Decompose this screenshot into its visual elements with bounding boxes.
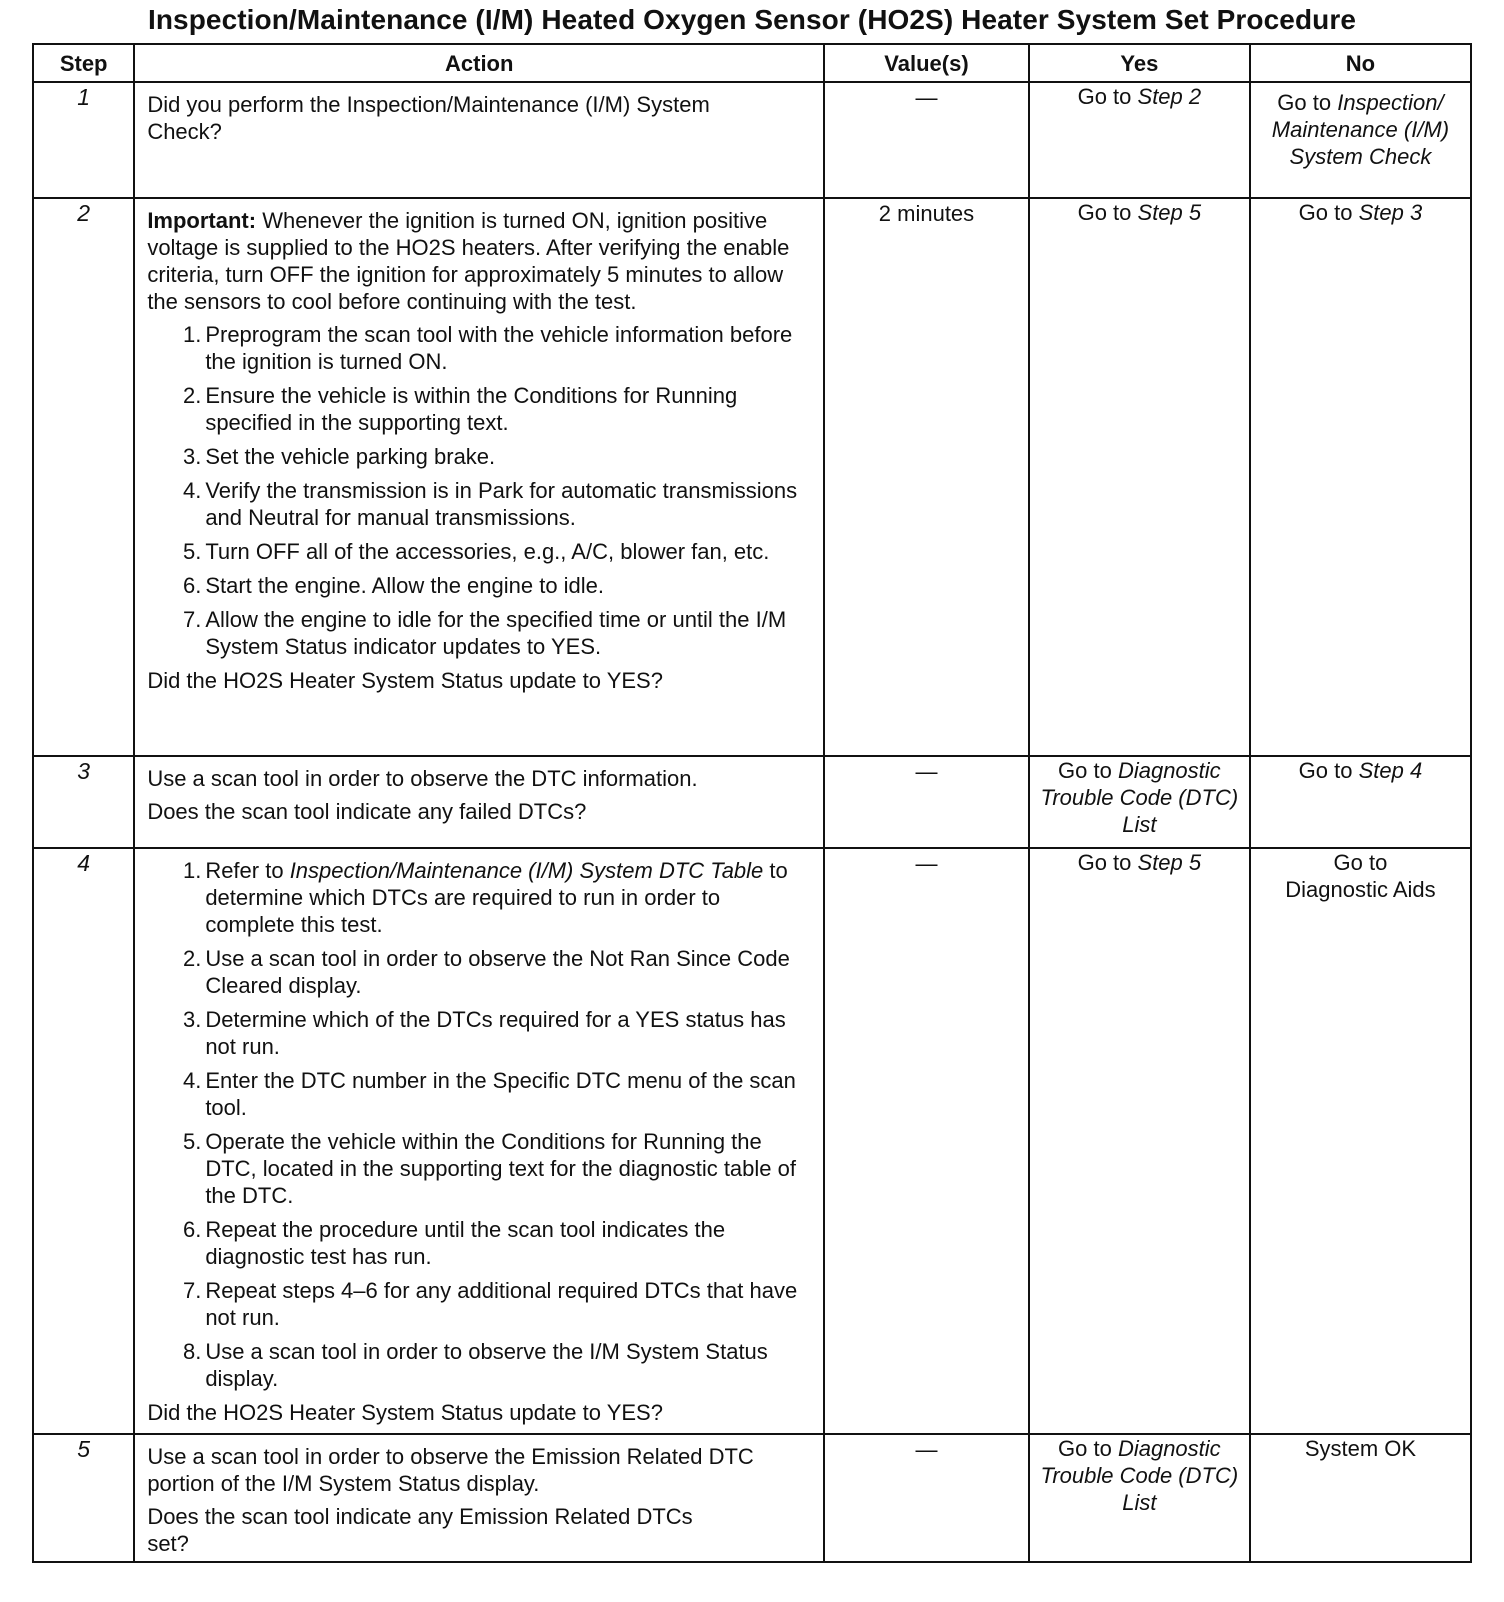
procedure-table: [32, 43, 1472, 1563]
procedure-list: [147, 857, 813, 1392]
header-action: Action: [134, 44, 824, 82]
question: Did you perform the Inspection/Maintenance (I/M) System Check?: [147, 92, 710, 144]
step-number: 5: [33, 1434, 134, 1562]
yes-link-step-5[interactable]: Step 5: [1137, 850, 1202, 875]
value-cell: —: [824, 82, 1029, 198]
value-cell: 2 minutes: [824, 198, 1029, 756]
list-item: 7. Repeat steps 4–6 for any additional required DTCs that have not run.: [182, 1278, 798, 1330]
yes-prefix: Go to: [1058, 1436, 1118, 1461]
question: Did the HO2S Heater System Status update to YES?: [147, 1400, 663, 1425]
no-link-step-4[interactable]: Step 4: [1358, 758, 1423, 783]
question: Does the scan tool indicate any failed DTCs?: [147, 799, 587, 824]
header-step: Step: [33, 44, 134, 82]
no-cell: [1250, 848, 1471, 1434]
header-yes: Yes: [1029, 44, 1250, 82]
step-number: 2: [33, 198, 134, 756]
value-cell: —: [824, 1434, 1029, 1562]
yes-cell: [1029, 82, 1250, 198]
instruction: Use a scan tool in order to observe the Emission Related DTC portion of the I/M System Status display.: [147, 1444, 754, 1496]
procedure-list: [147, 321, 813, 660]
value-cell: —: [824, 848, 1029, 1434]
action-cell: [134, 1434, 824, 1562]
list-item: 5. Turn OFF all of the accessories, e.g., A/C, blower fan, etc.: [182, 539, 770, 564]
table-row-step-1: [33, 82, 1471, 198]
list-item: 7. Allow the engine to idle for the specified time or until the I/M System Status indicator updates to YES.: [182, 607, 787, 659]
no-cell: [1250, 756, 1471, 848]
value-cell: —: [824, 756, 1029, 848]
list-item: 4. Verify the transmission is in Park for automatic transmissions and Neutral for manual transmissions.: [182, 478, 798, 530]
yes-prefix: Go to: [1077, 84, 1138, 109]
action-cell: [134, 848, 824, 1434]
yes-cell: [1029, 198, 1250, 756]
yes-cell: [1029, 756, 1250, 848]
action-cell: [134, 82, 824, 198]
no-link-im-system-check[interactable]: Inspection/ Maintenance (I/M) System Check: [1271, 90, 1450, 169]
table-row-step-4: [33, 848, 1471, 1434]
list-item: 3. Determine which of the DTCs required for a YES status has not run.: [182, 1007, 786, 1059]
no-cell: [1250, 82, 1471, 198]
yes-cell: [1029, 1434, 1250, 1562]
no-cell: [1250, 198, 1471, 756]
no-prefix: Go to: [1298, 200, 1359, 225]
yes-prefix: Go to: [1058, 758, 1118, 783]
list-item: 6. Repeat the procedure until the scan tool indicates the diagnostic test has run.: [182, 1217, 726, 1269]
instruction: Use a scan tool in order to observe the DTC information.: [147, 766, 698, 791]
table-header-row: [33, 44, 1471, 82]
yes-link-step-2[interactable]: Step 2: [1137, 84, 1202, 109]
important-label: Important:: [147, 208, 257, 233]
list-item: 1. Refer to Inspection/Maintenance (I/M) System DTC Table to determine which DTCs are required to run in order to complete this test.: [182, 858, 788, 937]
no-link-diagnostic-aids[interactable]: Diagnostic Aids: [1285, 877, 1436, 902]
header-no: No: [1250, 44, 1471, 82]
table-row-step-5: [33, 1434, 1471, 1562]
no-prefix: Go to: [1298, 758, 1359, 783]
list-item: 2. Ensure the vehicle is within the Conditions for Running specified in the supporting text.: [182, 383, 738, 435]
list-item: 8. Use a scan tool in order to observe the I/M System Status display.: [182, 1339, 768, 1391]
link-im-dtc-table[interactable]: Inspection/Maintenance (I/M) System DTC Table: [289, 858, 764, 883]
header-values: Value(s): [824, 44, 1029, 82]
step-number: 1: [33, 82, 134, 198]
step-number: 3: [33, 756, 134, 848]
question: Did the HO2S Heater System Status update to YES?: [147, 668, 663, 693]
yes-link-dtc-list[interactable]: Diagnostic Trouble Code (DTC) List: [1040, 758, 1239, 837]
list-item: 1. Preprogram the scan tool with the vehicle information before the ignition is turned ON.: [182, 322, 793, 374]
page-title: Inspection/Maintenance (I/M) Heated Oxygen Sensor (HO2S) Heater System Set Procedure: [147, 4, 1357, 35]
list-item: 2. Use a scan tool in order to observe the Not Ran Since Code Cleared display.: [182, 946, 790, 998]
list-item: 5. Operate the vehicle within the Conditions for Running the DTC, located in the supporting text for the diagnostic table of the DTC.: [182, 1129, 796, 1208]
action-cell: [134, 198, 824, 756]
action-cell: [134, 756, 824, 848]
important-text: Whenever the ignition is turned ON, ignition positive voltage is supplied to the HO2S heaters. After verifying the enable criteria, turn OFF the ignition for approximately 5 minutes to allow the sensors to cool before continuing with the test.: [147, 208, 790, 314]
table-row-step-3: [33, 756, 1471, 848]
table-row-step-2: [33, 198, 1471, 756]
yes-prefix: Go to: [1077, 850, 1138, 875]
no-line-1: Go to: [1333, 850, 1388, 875]
yes-prefix: Go to: [1077, 200, 1138, 225]
no-cell: System OK: [1250, 1434, 1471, 1562]
list-item: 4. Enter the DTC number in the Specific DTC menu of the scan tool.: [182, 1068, 796, 1120]
no-prefix: Go to: [1277, 90, 1338, 115]
step-number: 4: [33, 848, 134, 1434]
list-item: 3. Set the vehicle parking brake.: [182, 444, 496, 469]
list-item: 6. Start the engine. Allow the engine to idle.: [182, 573, 605, 598]
important-note: [147, 207, 813, 315]
yes-link-dtc-list[interactable]: Diagnostic Trouble Code (DTC) List: [1040, 1436, 1239, 1515]
yes-cell: [1029, 848, 1250, 1434]
yes-link-step-5[interactable]: Step 5: [1137, 200, 1202, 225]
no-link-step-3[interactable]: Step 3: [1358, 200, 1423, 225]
question: Does the scan tool indicate any Emission Related DTCs set?: [147, 1504, 693, 1556]
